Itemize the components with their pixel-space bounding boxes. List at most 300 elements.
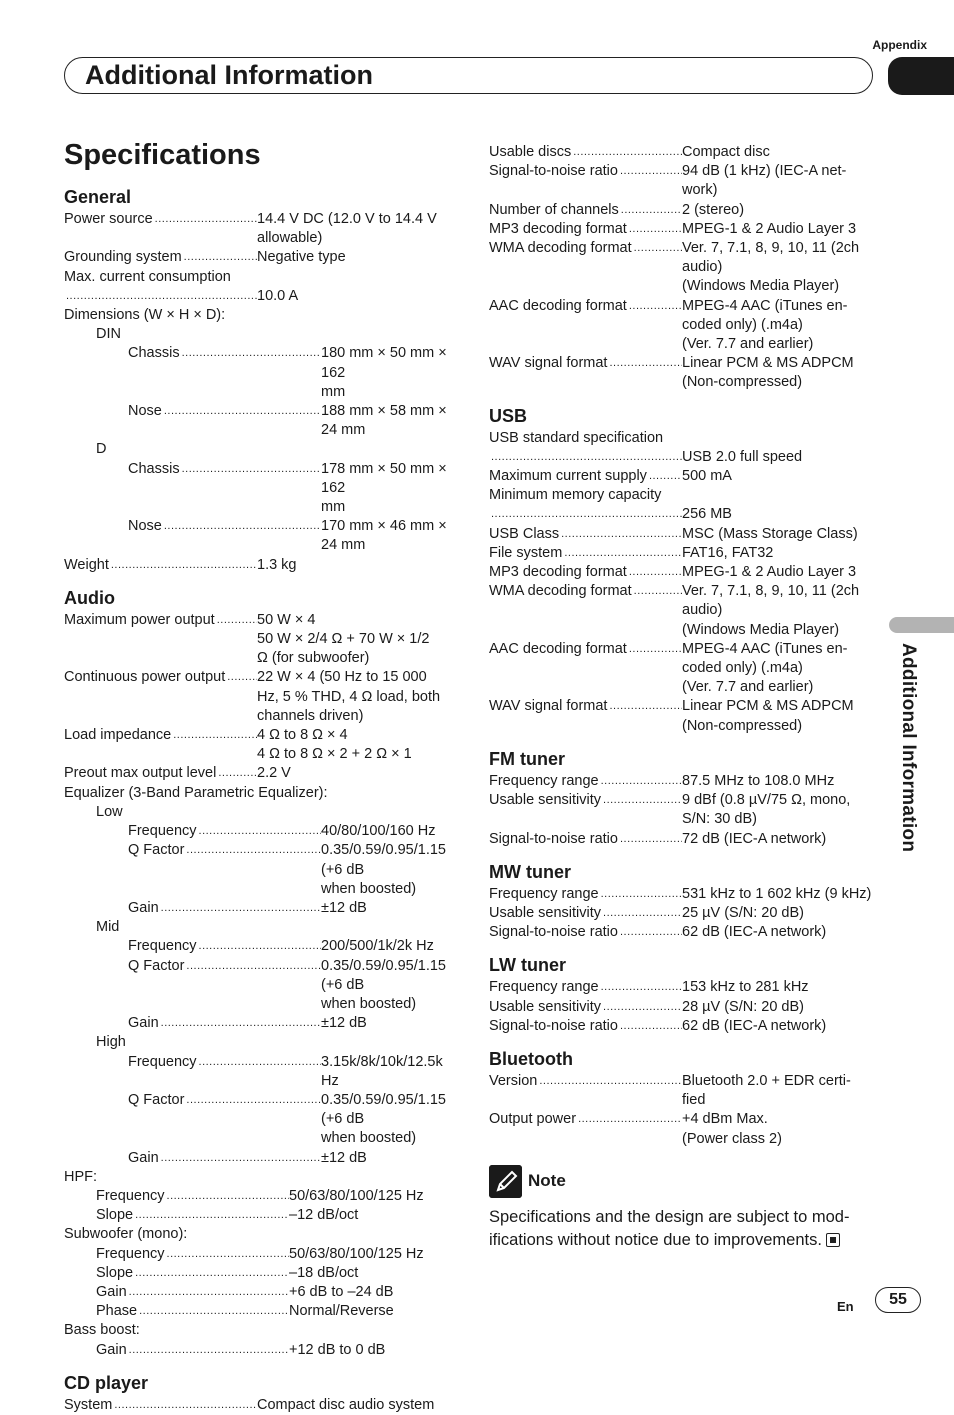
dot-leader <box>629 640 682 698</box>
spec-label-text: Power source <box>64 211 153 227</box>
spec-value-line: –12 dB/oct <box>289 1207 359 1224</box>
spec-label <box>64 841 321 899</box>
spec-row <box>489 354 879 392</box>
spec-value-line: ±12 dB <box>321 899 367 916</box>
spec-label <box>64 764 257 783</box>
spec-value-line: mm <box>321 383 346 400</box>
spec-value-line: allowable) <box>257 230 323 247</box>
dot-leader <box>167 1245 289 1264</box>
section-heading: USB <box>489 405 528 426</box>
spec-row <box>489 885 879 904</box>
spec-value <box>321 822 454 841</box>
spec-value-line: MPEG-1 & 2 Audio Layer 3 <box>682 564 857 581</box>
spec-value <box>321 1053 454 1091</box>
spec-label-text: Gain <box>128 1149 159 1166</box>
spec-value-line: 3.15k/8k/10k/12.5k Hz <box>321 1053 443 1089</box>
spec-subheading: Dimensions (W × H × D): <box>64 307 226 324</box>
spec-label-text: AAC decoding format <box>489 640 627 657</box>
right-specs <box>489 143 879 1149</box>
spec-value <box>257 556 454 575</box>
spec-row <box>489 429 879 448</box>
spec-value <box>682 467 879 486</box>
spec-row <box>64 402 454 440</box>
spec-label <box>489 582 682 640</box>
spec-row <box>489 544 879 563</box>
spec-label-text: Q Factor <box>128 842 185 859</box>
spec-row <box>64 1053 454 1091</box>
spec-value-line: 0.35/0.59/0.95/1.15 (+6 dB <box>321 1091 446 1128</box>
spec-row <box>64 1149 454 1168</box>
dot-leader <box>167 1187 289 1206</box>
dot-leader <box>629 297 682 355</box>
language-label: En <box>837 1299 854 1314</box>
spec-label-text: Grounding system <box>64 249 182 266</box>
spec-row <box>64 1396 454 1415</box>
spec-label <box>489 297 682 355</box>
spec-label-text: Usable sensitivity <box>489 904 602 921</box>
side-tab-label: Additional Information <box>898 643 919 853</box>
spec-row <box>64 344 454 402</box>
dot-leader <box>601 885 682 904</box>
spec-label-text: Gain <box>96 1341 127 1358</box>
dot-leader <box>218 764 257 783</box>
spec-value <box>682 220 879 239</box>
spec-row <box>489 640 879 698</box>
spec-row <box>489 830 879 849</box>
spec-value-line: Negative type <box>257 249 346 266</box>
dot-leader <box>135 1206 289 1225</box>
dot-leader <box>184 248 257 267</box>
spec-label-text: Usable discs <box>489 144 572 160</box>
dot-leader <box>491 505 682 524</box>
dot-leader <box>161 1014 321 1033</box>
spec-value-line: 500 mA <box>682 468 732 485</box>
spec-label-text: Phase <box>96 1303 138 1320</box>
spec-row <box>64 1341 454 1360</box>
spec-label-text: Usable sensitivity <box>489 998 602 1015</box>
spec-value-line: 50/63/80/100/125 Hz <box>289 1245 424 1262</box>
section-heading: LW tuner <box>489 955 566 976</box>
dot-leader <box>629 563 682 582</box>
spec-label-text: Gain <box>128 899 159 916</box>
spec-label <box>64 248 257 267</box>
spec-value-line: 0.35/0.59/0.95/1.15 (+6 dB <box>321 842 446 878</box>
right-column <box>489 143 879 1252</box>
dot-leader <box>114 1396 257 1415</box>
spec-value-line: +12 dB to 0 dB <box>289 1341 386 1358</box>
spec-value <box>682 772 879 791</box>
spec-label-text: WAV signal format <box>489 355 608 372</box>
spec-label-text: WAV signal format <box>489 698 608 715</box>
dot-leader <box>182 460 321 518</box>
dot-leader <box>601 978 682 997</box>
dot-leader <box>161 899 321 918</box>
dot-leader <box>199 822 321 841</box>
spec-label <box>64 210 257 248</box>
spec-value-line: Ver. 7, 7.1, 8, 9, 10, 11 (2ch <box>682 240 860 257</box>
spec-value <box>682 162 879 200</box>
spec-label-text: Weight <box>64 556 109 573</box>
spec-value-line: fied <box>682 1092 706 1109</box>
spec-row <box>64 841 454 899</box>
spec-label <box>489 143 682 162</box>
spec-label <box>64 822 321 841</box>
spec-label-text: Chassis <box>128 460 180 477</box>
dot-leader <box>227 668 257 726</box>
spec-value-line: coded only) (.m4a) <box>682 660 803 677</box>
spec-label <box>64 957 321 1015</box>
spec-value-line: (Power class 2) <box>682 1130 782 1147</box>
spec-label <box>489 885 682 904</box>
spec-value-line: Compact disc audio system <box>257 1396 435 1413</box>
spec-value-line: 200/500/1k/2k Hz <box>321 938 434 955</box>
spec-subheading: HPF: <box>64 1168 98 1185</box>
spec-value <box>682 791 879 829</box>
spec-label-text: Q Factor <box>128 957 185 974</box>
spec-label-text: USB standard specification <box>489 429 664 446</box>
spec-row <box>489 697 879 735</box>
page-number: 55 <box>875 1287 921 1313</box>
spec-value-line: 62 dB (IEC-A network) <box>682 1017 827 1034</box>
dot-leader <box>199 1053 321 1091</box>
dot-leader <box>573 143 682 162</box>
spec-row <box>64 460 454 518</box>
dot-leader <box>634 582 682 640</box>
spec-value-line: 22 W × 4 (50 Hz to 15 000 <box>257 669 427 686</box>
spec-value <box>682 923 879 942</box>
dot-leader <box>66 287 257 306</box>
spec-value-line: 2.2 V <box>257 765 291 782</box>
spec-label <box>64 402 321 440</box>
spec-label <box>489 923 682 942</box>
spec-subheading: Equalizer (3-Band Parametric Equalizer): <box>64 784 328 801</box>
spec-row <box>489 582 879 640</box>
spec-row <box>64 1283 454 1302</box>
spec-value-line: MSC (Mass Storage Class) <box>682 525 858 542</box>
dot-leader <box>634 239 682 297</box>
spec-label-text: Preout max output level <box>64 765 217 782</box>
section-heading: CD player <box>64 1372 149 1393</box>
spec-value-line: 50 W × 2/4 Ω + 70 W × 1/2 <box>257 631 430 648</box>
spec-label-text: Signal-to-noise ratio <box>489 924 618 941</box>
dot-leader <box>620 830 682 849</box>
spec-value <box>682 697 879 735</box>
spec-row <box>64 268 454 287</box>
spec-label-text: WMA decoding format <box>489 240 632 257</box>
spec-row <box>489 143 879 162</box>
spec-row <box>64 726 454 764</box>
dot-leader <box>601 772 682 791</box>
spec-value-line: 50/63/80/100/125 Hz <box>289 1187 424 1204</box>
spec-value-line: 14.4 V DC (12.0 V to 14.4 V <box>257 211 437 227</box>
spec-row <box>64 822 454 841</box>
spec-value <box>321 402 454 440</box>
dot-leader <box>561 525 682 544</box>
spec-label <box>489 544 682 563</box>
spec-value-line: 50 W × 4 <box>257 611 316 628</box>
dot-leader <box>649 467 682 486</box>
spec-value <box>257 287 454 306</box>
spec-label <box>64 1014 321 1033</box>
spec-label-text: Signal-to-noise ratio <box>489 1017 618 1034</box>
spec-row <box>489 467 879 486</box>
spec-value <box>321 1014 454 1033</box>
spec-row <box>489 525 879 544</box>
dot-leader <box>129 1283 289 1302</box>
spec-value <box>682 429 879 448</box>
spec-value <box>289 1302 454 1321</box>
spec-row <box>489 563 879 582</box>
spec-value <box>289 1187 454 1206</box>
spec-label <box>489 467 682 486</box>
dot-leader <box>199 937 321 956</box>
end-mark-icon <box>826 1233 840 1247</box>
spec-label-text: Maximum current supply <box>489 468 647 485</box>
spec-label-text: Frequency <box>96 1245 165 1262</box>
spec-label <box>489 563 682 582</box>
dot-leader <box>578 1110 682 1148</box>
note-body: Specifications and the design are subject to mod-ifications without notice due to improvements. <box>489 1207 850 1249</box>
spec-value-line: Normal/Reverse <box>289 1303 394 1320</box>
spec-value-line: 153 kHz to 281 kHz <box>682 979 809 996</box>
spec-label <box>489 640 682 698</box>
spec-value <box>682 885 879 904</box>
spec-label-text: Nose <box>128 403 162 420</box>
spec-label <box>64 1053 321 1091</box>
spec-row <box>489 772 879 791</box>
spec-row <box>489 448 879 467</box>
spec-value <box>289 1206 454 1225</box>
spec-value-line: channels driven) <box>257 707 364 724</box>
spec-value-line: MPEG-1 & 2 Audio Layer 3 <box>682 220 857 237</box>
dot-leader <box>539 1072 682 1110</box>
spec-label <box>489 429 682 448</box>
dot-leader <box>111 556 257 575</box>
spec-label-text: File system <box>489 544 563 561</box>
dot-leader <box>629 220 682 239</box>
note-header <box>489 1165 879 1198</box>
spec-label <box>489 1017 682 1036</box>
spec-label <box>489 830 682 849</box>
spec-label <box>64 1302 289 1321</box>
spec-value-line: 4 Ω to 8 Ω × 4 <box>257 727 348 744</box>
dot-leader <box>621 201 682 220</box>
dot-leader <box>161 1149 321 1168</box>
spec-value <box>682 239 879 297</box>
spec-row <box>64 764 454 783</box>
spec-row <box>64 517 454 555</box>
spec-value-line: 0.35/0.59/0.95/1.15 (+6 dB <box>321 957 446 993</box>
dot-leader <box>609 354 682 392</box>
spec-value-line: (Windows Media Player) <box>682 621 840 638</box>
spec-value-line: coded only) (.m4a) <box>682 316 803 333</box>
banner-title: Additional Information <box>85 60 373 90</box>
spec-label <box>64 611 257 669</box>
section-banner <box>64 57 873 94</box>
spec-label-text: Signal-to-noise ratio <box>489 830 618 847</box>
spec-value <box>257 764 454 783</box>
spec-value-line: 94 dB (1 kHz) (IEC-A net- <box>682 163 847 180</box>
dot-leader <box>182 344 321 402</box>
spec-value-line: 72 dB (IEC-A network) <box>682 830 827 847</box>
spec-label <box>489 697 682 735</box>
dot-leader <box>173 726 257 764</box>
spec-row <box>489 978 879 997</box>
spec-label-text: Frequency range <box>489 979 599 996</box>
dot-leader <box>164 402 321 440</box>
spec-label <box>64 1206 289 1225</box>
left-column <box>64 184 454 1415</box>
page-title: Specifications <box>64 139 261 171</box>
spec-value <box>321 899 454 918</box>
dot-leader <box>164 517 321 555</box>
spec-label <box>64 899 321 918</box>
spec-value-line: (Windows Media Player) <box>682 278 840 295</box>
dot-leader <box>603 904 682 923</box>
chapter-tab <box>888 57 954 95</box>
spec-label <box>489 772 682 791</box>
side-tab-marker <box>889 617 954 633</box>
spec-value-line: 62 dB (IEC-A network) <box>682 924 827 941</box>
spec-subheading: Mid <box>96 919 120 936</box>
spec-row <box>64 937 454 956</box>
spec-value-line: audio) <box>682 602 723 619</box>
spec-value-line: work) <box>682 182 718 199</box>
spec-value-line: Linear PCM & MS ADPCM <box>682 355 854 372</box>
dot-leader <box>620 162 682 200</box>
spec-label-text: Load impedance <box>64 727 172 744</box>
spec-label <box>64 1091 321 1149</box>
spec-row <box>489 791 879 829</box>
spec-value <box>321 957 454 1015</box>
spec-value <box>257 668 454 726</box>
spec-label-text: WMA decoding format <box>489 583 632 600</box>
spec-row <box>489 220 879 239</box>
spec-label <box>489 1110 682 1148</box>
spec-row <box>64 210 454 248</box>
section-heading: Bluetooth <box>489 1048 573 1069</box>
dot-leader <box>135 1264 289 1283</box>
spec-value-line: MPEG-4 AAC (iTunes en- <box>682 297 848 314</box>
spec-value-line: 531 kHz to 1 602 kHz (9 kHz) <box>682 885 872 902</box>
spec-row <box>489 1072 879 1110</box>
spec-value <box>682 525 879 544</box>
spec-value <box>257 1396 454 1415</box>
spec-value-line: +4 dBm Max. <box>682 1111 768 1128</box>
spec-label-text: Signal-to-noise ratio <box>489 163 618 180</box>
dot-leader <box>186 957 321 1015</box>
spec-row <box>64 668 454 726</box>
spec-subheading: High <box>96 1034 126 1051</box>
spec-row <box>489 1110 879 1148</box>
dot-leader <box>620 923 682 942</box>
spec-value <box>289 1283 454 1302</box>
spec-label <box>64 1245 289 1264</box>
spec-value <box>682 1017 879 1036</box>
spec-label <box>64 1187 289 1206</box>
spec-value <box>682 486 879 505</box>
dot-leader <box>620 1017 682 1036</box>
spec-value <box>682 978 879 997</box>
spec-value-line: 178 mm × 50 mm × 162 <box>321 460 447 496</box>
spec-value-line: audio) <box>682 259 723 276</box>
dot-leader <box>609 697 682 735</box>
spec-row <box>64 1014 454 1033</box>
dot-leader <box>186 841 321 899</box>
spec-value-line: (Ver. 7.7 and earlier) <box>682 679 814 696</box>
section-heading: Audio <box>64 587 115 608</box>
spec-value <box>321 937 454 956</box>
spec-row <box>489 505 879 524</box>
spec-value <box>682 505 879 524</box>
spec-value-line: 1.3 kg <box>257 556 297 573</box>
spec-subheading: Subwoofer (mono): <box>64 1226 188 1243</box>
spec-value-line: Compact disc <box>682 144 770 160</box>
spec-value-line: Ver. 7, 7.1, 8, 9, 10, 11 (2ch <box>682 583 860 600</box>
spec-label-text: Q Factor <box>128 1091 185 1108</box>
spec-value-line: USB 2.0 full speed <box>682 448 803 465</box>
appendix-label: Appendix <box>872 38 927 52</box>
spec-row <box>489 904 879 923</box>
spec-value-line: 10.0 A <box>257 287 299 304</box>
spec-row <box>64 248 454 267</box>
spec-value <box>682 830 879 849</box>
spec-label <box>489 505 682 524</box>
spec-label-text: MP3 decoding format <box>489 564 627 581</box>
spec-row <box>64 611 454 669</box>
spec-row <box>64 556 454 575</box>
section-heading: MW tuner <box>489 861 571 882</box>
section-heading: FM tuner <box>489 748 565 769</box>
spec-value <box>257 611 454 669</box>
spec-label-text: Slope <box>96 1207 134 1224</box>
dot-leader <box>603 791 682 829</box>
spec-value <box>682 297 879 355</box>
dot-leader <box>603 998 682 1017</box>
spec-label <box>489 486 682 505</box>
spec-row <box>64 1245 454 1264</box>
spec-label-text: Max. current consumption <box>64 268 231 285</box>
spec-value <box>682 201 879 220</box>
spec-row <box>489 486 879 505</box>
spec-label-text: AAC decoding format <box>489 297 627 314</box>
dot-leader <box>564 544 682 563</box>
spec-subheading: D <box>96 441 107 458</box>
dot-leader <box>491 448 682 467</box>
spec-label <box>489 239 682 297</box>
spec-label-text: Frequency <box>128 1053 197 1070</box>
spec-label <box>489 220 682 239</box>
spec-value-line: (Ver. 7.7 and earlier) <box>682 336 814 353</box>
note-label: Note <box>528 1171 566 1191</box>
spec-value <box>289 1341 454 1360</box>
spec-value-line: 40/80/100/160 Hz <box>321 823 436 840</box>
spec-label <box>64 344 321 402</box>
spec-label <box>64 1396 257 1415</box>
spec-label <box>64 668 257 726</box>
spec-label-text: Usable sensitivity <box>489 792 602 809</box>
spec-value <box>682 448 879 467</box>
spec-value-line: 256 MB <box>682 506 732 523</box>
spec-value <box>257 726 454 764</box>
spec-label-text: Frequency range <box>489 885 599 902</box>
spec-label <box>64 517 321 555</box>
spec-label-text: MP3 decoding format <box>489 220 627 237</box>
spec-label <box>489 1072 682 1110</box>
spec-label <box>489 354 682 392</box>
spec-label <box>64 1264 289 1283</box>
spec-value-line: 188 mm × 58 mm × 24 mm <box>321 403 447 439</box>
